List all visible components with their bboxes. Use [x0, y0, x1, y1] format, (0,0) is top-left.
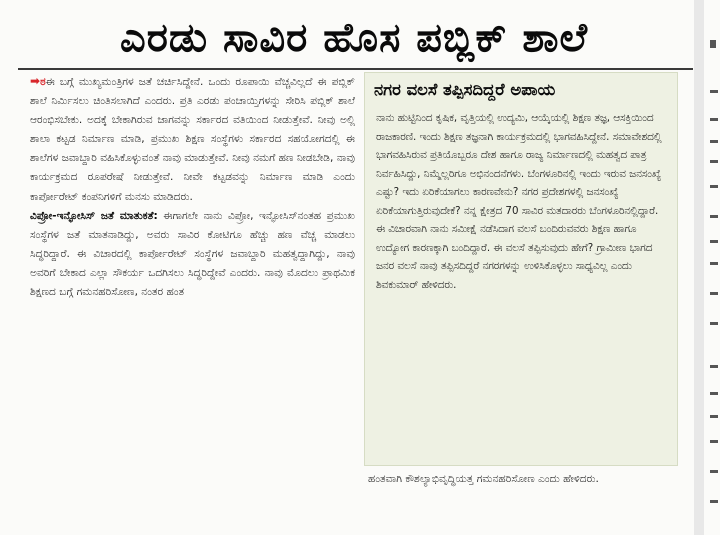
paragraph-2	[30, 207, 355, 302]
subheading: ವಿಪ್ರೋ-ಇನ್ಫೋಸಿಸ್ ಜತೆ ಮಾತುಕತೆ:	[30, 209, 158, 222]
drop-cap: ಠ	[40, 76, 46, 88]
sidebar-box-title: ನಗರ ವಲಸೆ ತಪ್ಪಿಸದಿದ್ದರೆ ಅಪಾಯ	[374, 80, 556, 99]
arrow-icon: ➡	[30, 74, 41, 88]
paragraph-1-text: ಈ ಬಗ್ಗೆ ಮುಖ್ಯಮಂತ್ರಿಗಳ ಜತೆ ಚರ್ಚಿಸಿದ್ದೇನೆ. ಒಂದು ರೂಪಾಯಿ ವೆಚ್ಚವಿಲ್ಲದೆ ಈ ಪಬ್ಲಿಕ್ ಶಾಲೆ ನಿರ್ಮಿಸಲು ಚಿಂತಿಸಲಾಗಿದೆ ಎಂದರು. ಪ್ರತಿ ಎರಡು ಪಂಚಾಯ್ತಿಗಳನ್ನು ಸೇರಿಸಿ ಪಬ್ಲಿಕ್ ಶಾಲೆ ಆರಂಭಿಸಬೇಕು. ಅದಕ್ಕೆ ಬೇಕಾಗಿರುವ ಜಾಗವನ್ನು ಸರ್ಕಾರದ ವತಿಯಿಂದ ನೀಡುತ್ತೇವೆ. ನೀವು ಅಲ್ಲಿ ಶಾಲಾ ಕಟ್ಟಡ ನಿರ್ಮಾಣ ಮಾಡಿ, ಪ್ರಮುಖ ಶಿಕ್ಷಣ ಸಂಸ್ಥೆಗಳು ಸರ್ಕಾರದ ಸಹಯೋಗದಲ್ಲಿ ಈ ಶಾಲೆಗಳ ಜವಾಬ್ದಾರಿ ವಹಿಸಿಕೊಳ್ಳುವಂತೆ ನಾವು ಮಾಡುತ್ತೇವೆ. ನೀವು ನಮಗೆ ಹಣ ನೀಡಬೇಡಿ, ನಾವು ಕಾರ್ಯಕ್ರಮದ ರೂಪರೇಷೆ ನೀಡುತ್ತೇವೆ. ನೀವೇ ಕಟ್ಟಡವನ್ನು ನಿರ್ಮಾಣ ಮಾಡಿ ಎಂದು ಕಾರ್ಪೋರೇಟ್ ಕಂಪನಿಗಳಿಗೆ ಮನಸು ಮಾಡಿದರು.	[30, 76, 355, 203]
paragraph-2-text: ಈಗಾಗಲೇ ನಾನು ವಿಪ್ರೋ, ಇನ್ಫೋಸಿಸ್‌ನಂತಹ ಪ್ರಮುಖ ಸಂಸ್ಥೆಗಳ ಜತೆ ಮಾತನಾಡಿದ್ದು, ಅವರು ಸಾವಿರ ಕೋಟಿಗೂ ಹೆಚ್ಚು ಹಣ ವೆಚ್ಚ ಮಾಡಲು ಸಿದ್ಧರಿದ್ದಾರೆ. ಈ ವಿಚಾರದಲ್ಲಿ ಕಾರ್ಪೋರೇಟ್ ಸಂಸ್ಥೆಗಳ ಜವಾಬ್ದಾರಿ ಮಹತ್ವದ್ದಾಗಿದ್ದು, ನಾವು ಅವರಿಗೆ ಬೇಕಾದ ಎಲ್ಲಾ ಸೌಕರ್ಯ ಒದಗಿಸಲು ಸಿದ್ಧರಿದ್ದೇವೆ ಎಂದರು. ನಾವು ಮೊದಲು ಪ್ರಾಥಮಿಕ ಶಿಕ್ಷಣದ ಬಗ್ಗೆ ಗಮನಹರಿಸೋಣ, ನಂತರ ಹಂತ	[30, 209, 355, 299]
headline-rule	[18, 68, 693, 70]
article-column	[30, 72, 355, 527]
column-divider	[694, 0, 704, 535]
headline: ಎರಡು ಸಾವಿರ ಹೊಸ ಪಬ್ಲಿಕ್ ಶಾಲೆ	[120, 14, 588, 61]
adjacent-column-edge	[704, 0, 720, 535]
article-continuation: ಹಂತವಾಗಿ ಕೌಶಲ್ಯಾಭಿವೃದ್ಧಿಯತ್ತ ಗಮನಹರಿಸೋಣ ಎಂದು ಹೇಳಿದರು.	[368, 473, 599, 485]
paragraph-1	[30, 72, 355, 207]
sidebar-box-body: ನಾನು ಹುಟ್ಟಿನಿಂದ ಕೃಷಿಕ, ವೃತ್ತಿಯಲ್ಲಿ ಉದ್ಯಮಿ, ಆಯ್ಕೆಯಲ್ಲಿ ಶಿಕ್ಷಣ ತಜ್ಞ, ಆಸಕ್ತಿಯಿಂದ ರಾಜಕಾರಣಿ. ಇಂದು ಶಿಕ್ಷಣ ತಜ್ಞನಾಗಿ ಕಾರ್ಯಕ್ರಮದಲ್ಲಿ ಭಾಗವಹಿಸಿದ್ದೇನೆ. ಸಮಾವೇಶದಲ್ಲಿ ಭಾಗವಹಿಸಿರುವ ಪ್ರತಿಯೊಬ್ಬರೂ ದೇಶ ಹಾಗೂ ರಾಜ್ಯ ನಿರ್ಮಾಣದಲ್ಲಿ ಮಹತ್ವದ ಪಾತ್ರ ನಿರ್ವಹಿಸಿದ್ದು, ನಿಮ್ಮೆಲ್ಲರಿಗೂ ಅಭಿನಂದನೆಗಳು. ಬೆಂಗಳೂರಿನಲ್ಲಿ ಇಂದು ಇರುವ ಜನಸಂಖ್ಯೆ ಎಷ್ಟು? ಇದು ಏರಿಕೆಯಾಗಲು ಕಾರಣವೇನು? ನಗರ ಪ್ರದೇಶಗಳಲ್ಲಿ ಜನಸಂಖ್ಯೆ ಏರಿಕೆಯಾಗುತ್ತಿರುವುದೇಕೆ? ನನ್ನ ಕ್ಷೇತ್ರದ 70 ಸಾವಿರ ಮತದಾರರು ಬೆಂಗಳೂರಿನಲ್ಲಿದ್ದಾರೆ. ಈ ವಿಚಾರವಾಗಿ ನಾನು ಸಮೀಕ್ಷೆ ನಡೆಸಿದಾಗ ವಲಸೆ ಬಂದಿರುವವರು ಶಿಕ್ಷಣ ಹಾಗೂ ಉದ್ಯೋಗ ಕಾರಣಕ್ಕಾಗಿ ಬಂದಿದ್ದಾರೆ. ಈ ವಲಸೆ ತಪ್ಪಿಸುವುದು ಹೇಗೆ? ಗ್ರಾಮೀಣ ಭಾಗದ ಜನರ ವಲಸೆ ನಾವು ತಪ್ಪಿಸದಿದ್ದರೆ ನಗರಗಳನ್ನು ಉಳಿಸಿಕೊಳ್ಳಲು ಸಾಧ್ಯವಿಲ್ಲ ಎಂದು ಶಿವಕುಮಾರ್ ಹೇಳಿದರು.	[376, 112, 662, 291]
